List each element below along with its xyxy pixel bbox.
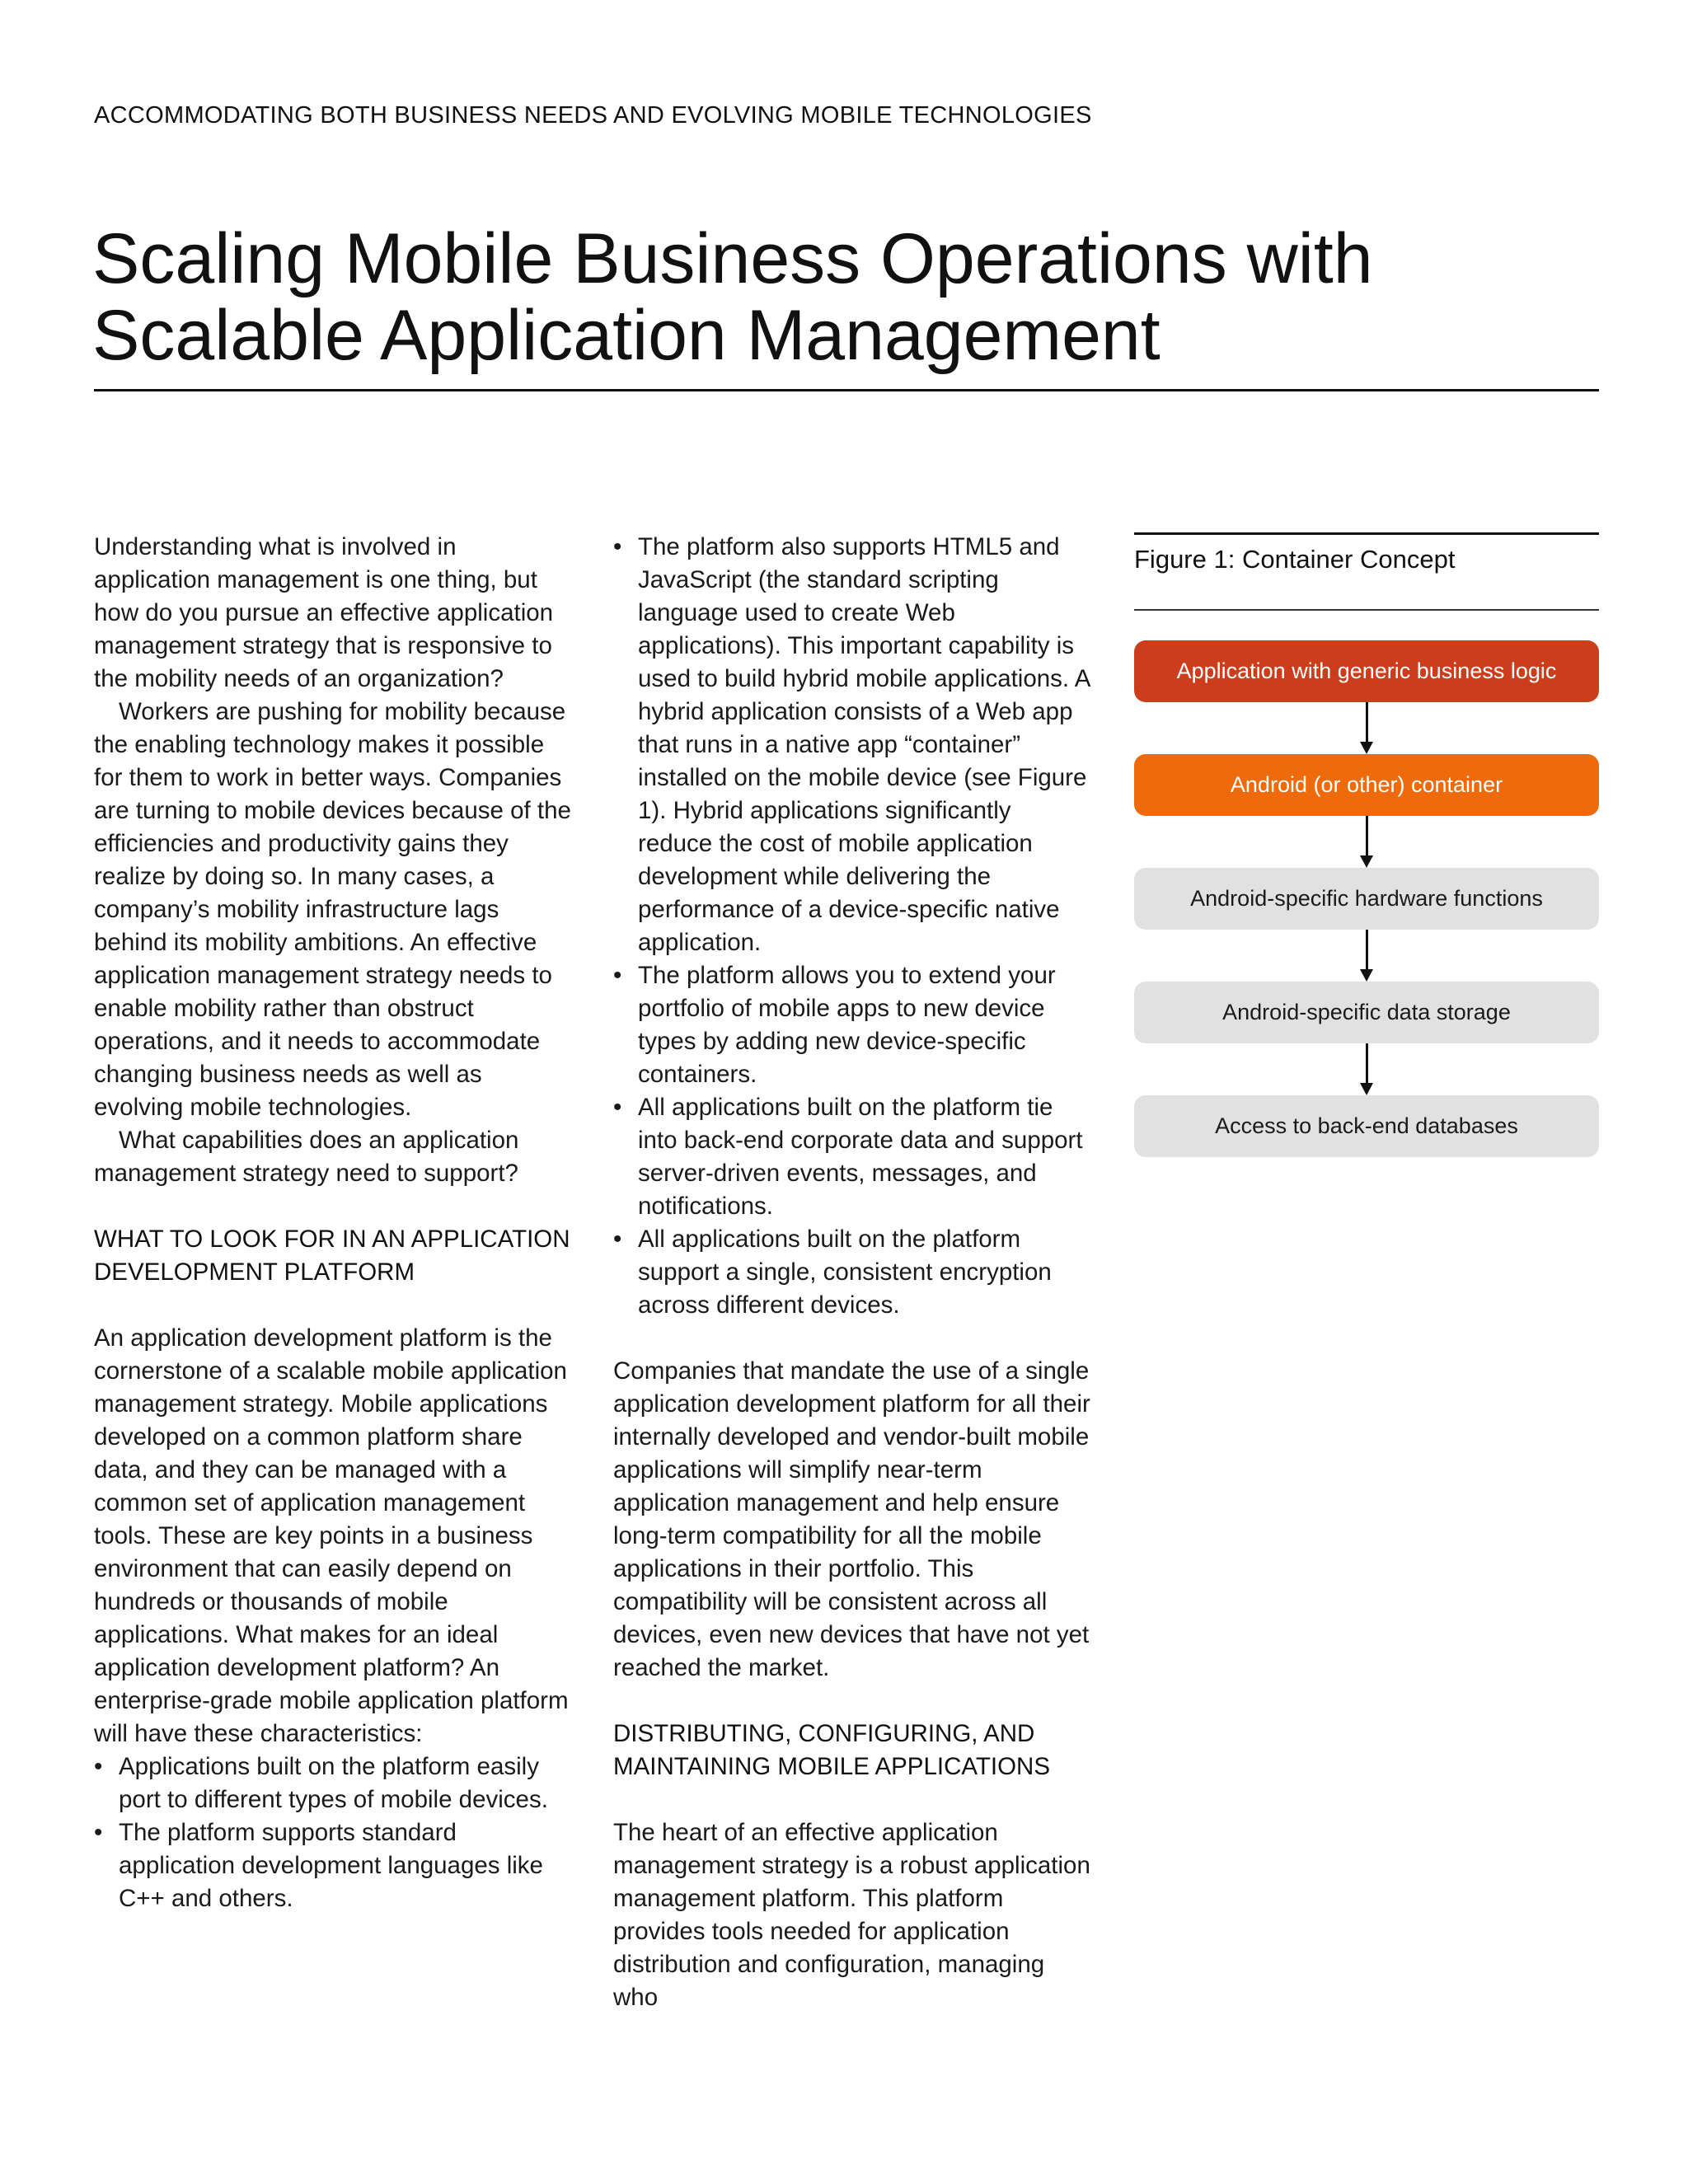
flow-box-hardware-functions: Android-specific hardware functions [1134, 868, 1599, 930]
paragraph: Workers are pushing for mobility because the enabling technology makes it possible for them to work in better ways. Companies are turning to mobile devices because of the efficiencies and productivity gains they realize by doing so. In many cases, a company’s mobility infrastructure lags behind its mobility ambitions. An effective application management strategy needs to enable mobility rather than obstruct operations, and it needs to accommodate changing business needs as well as evolving mobile technologies. [94, 698, 571, 1121]
paragraph: Understanding what is involved in application management is one thing, but how do you pursue an effective application management strategy that is responsive to the mobility needs of an organization? [94, 533, 554, 692]
bullet-icon: • [613, 533, 622, 560]
figure-caption: Figure 1: Container Concept [1134, 545, 1456, 574]
list-item: • All applications built on the platform tie into back-end corporate data and support server-driven events, messages, and notifications. [613, 1091, 1091, 1223]
arrow-down-icon [1134, 816, 1599, 868]
list-item: • The platform allows you to extend your portfolio of mobile apps to new device types by adding new device-specific containers. [613, 959, 1091, 1091]
figure-top-rule [1134, 532, 1599, 535]
figure-container-concept [1134, 532, 1599, 1157]
arrow-down-icon [1134, 930, 1599, 982]
title-divider [94, 389, 1599, 391]
bullet-icon: • [94, 1753, 103, 1780]
column-left [94, 531, 572, 1915]
bullet-list [94, 1750, 572, 1915]
page-title [92, 221, 1576, 374]
title-line-1: Scaling Mobile Business Operations with [92, 219, 1373, 298]
spacer [613, 1322, 1091, 1355]
bullet-icon: • [613, 1226, 622, 1253]
flow-diagram [1134, 640, 1599, 1157]
list-item: • The platform also supports HTML5 and JavaScript (the standard scripting language used to create Web applications). This important capability is used to build hybrid mobile applications. A hybrid application consists of a Web app that runs in a native app “container” installed on the mobile device (see Figure 1). Hybrid applications significantly reduce the cost of mobile application development while delivering the performance of a device-specific native application. [613, 531, 1091, 959]
paragraph: What capabilities does an application management strategy need to support? [94, 1127, 519, 1187]
section-heading: DISTRIBUTING, CONFIGURING, AND MAINTAINING MOBILE APPLICATIONS [613, 1720, 1051, 1780]
flow-box-container: Android (or other) container [1134, 754, 1599, 816]
flow-box-data-storage: Android-specific data storage [1134, 982, 1599, 1043]
list-item: • All applications built on the platform support a single, consistent encryption across different devices. [613, 1223, 1091, 1322]
bullet-list [613, 531, 1091, 1322]
paragraph: The heart of an effective application management strategy is a robust application management platform. This platform provides tools needed for application distribution and configuration, managing who [613, 1819, 1090, 2011]
title-line-2: Scalable Application Management [92, 296, 1160, 375]
flow-box-back-end-databases: Access to back-end databases [1134, 1095, 1599, 1157]
paragraph: Companies that mandate the use of a single application development platform for all their internally developed and vendor-built mobile applications will simplify near-term application management and help ensure long-term compatibility for all the mobile applications in their portfolio. This compatibility will be consistent across all devices, even new devices that have not yet reached the market. [613, 1357, 1090, 1681]
flow-box-business-logic: Application with generic business logic [1134, 640, 1599, 702]
bullet-icon: • [613, 1094, 622, 1121]
bullet-icon: • [94, 1819, 103, 1846]
list-item: • Applications built on the platform easily port to different types of mobile devices. [94, 1750, 572, 1816]
list-item: • The platform supports standard application development languages like C++ and others. [94, 1816, 572, 1915]
arrow-down-icon [1134, 1043, 1599, 1095]
column-middle [613, 531, 1091, 2014]
section-heading: WHAT TO LOOK FOR IN AN APPLICATION DEVELOPMENT PLATFORM [94, 1226, 570, 1286]
figure-caption-rule [1134, 609, 1599, 611]
paragraph: An application development platform is the cornerstone of a scalable mobile application management strategy. Mobile applications developed on a common platform share data, and they can be managed with a common set of application management tools. These are key points in a business environment that can easily depend on hundreds or thousands of mobile applications. What makes for an ideal application development platform? An enterprise-grade mobile application platform will have these characteristics: [94, 1324, 569, 1747]
bullet-icon: • [613, 962, 622, 989]
section-kicker: ACCOMMODATING BOTH BUSINESS NEEDS AND EVOLVING MOBILE TECHNOLOGIES [94, 102, 1092, 129]
arrow-down-icon [1134, 702, 1599, 754]
